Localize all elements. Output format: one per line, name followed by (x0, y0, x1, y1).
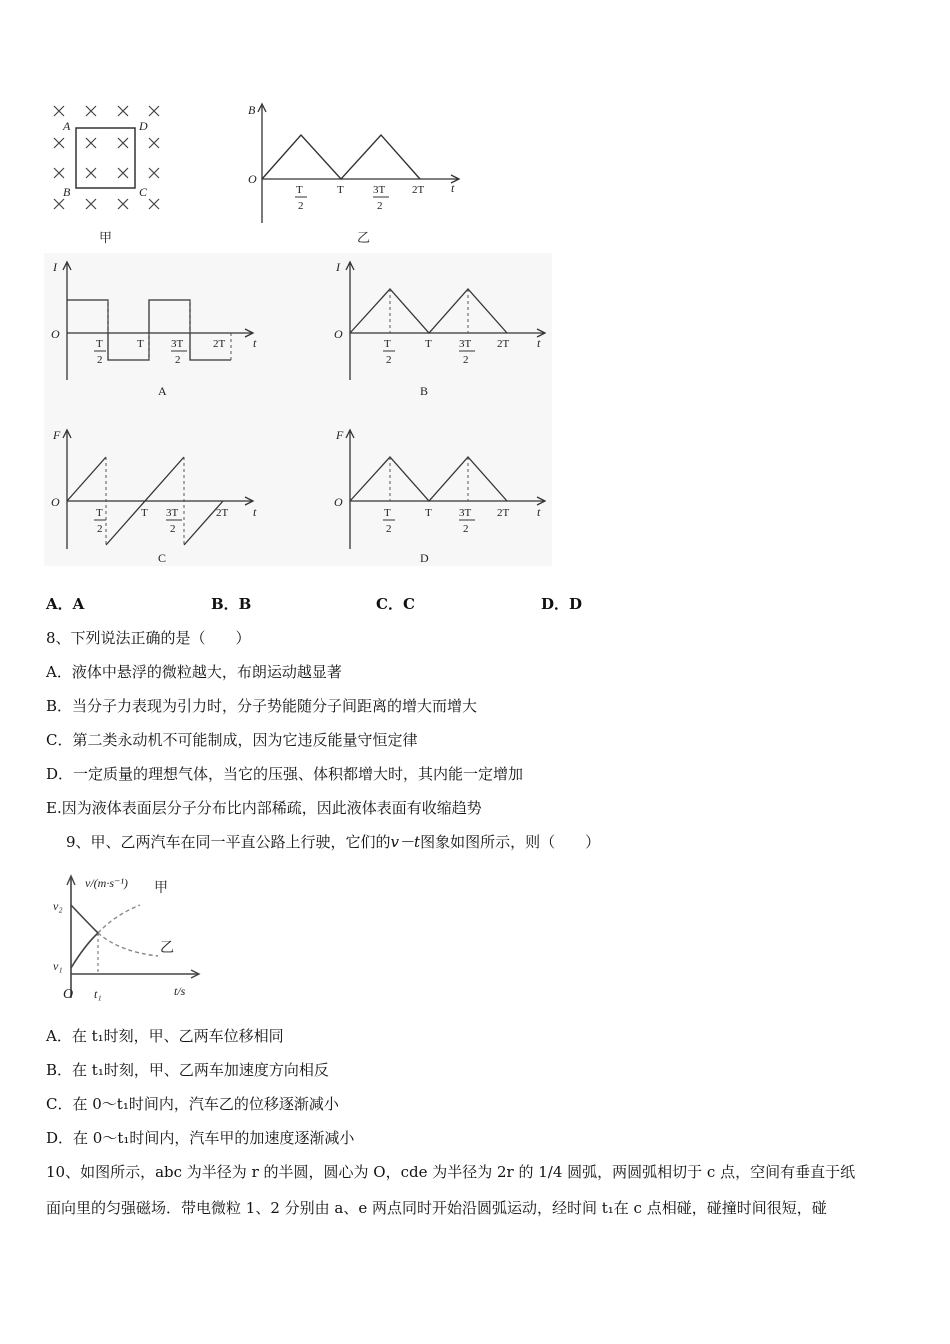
q7-options (46, 594, 646, 614)
svg-text:T: T (425, 338, 432, 350)
graph-panel (44, 253, 554, 568)
svg-text:2: 2 (463, 523, 469, 535)
tick-half-den: 2 (298, 200, 304, 212)
caption-c: C (158, 551, 167, 565)
svg-text:2: 2 (386, 354, 392, 366)
q8-option-d[interactable]: D．一定质量的理想气体，当它的压强、体积都增大时，其内能一定增加 (46, 765, 524, 783)
q8-option-a[interactable]: A．液体中悬浮的微粒越大，布朗运动越显著 (46, 663, 342, 681)
svg-text:3T: 3T (171, 338, 184, 350)
tick-3half-num: 3T (373, 184, 386, 196)
svg-text:T: T (96, 507, 103, 519)
caption-jia: 甲 (99, 230, 113, 245)
vt-v2: v₂ (53, 899, 63, 913)
vt-t1: t₁ (94, 987, 102, 1001)
svg-text:F: F (53, 428, 61, 442)
svg-text:2: 2 (386, 523, 392, 535)
figure-jia (46, 98, 166, 248)
b-triangle-wave (262, 135, 420, 179)
svg-text:O: O (51, 327, 60, 341)
vt-origin: O (63, 987, 74, 1002)
vt-x-axis: t/s (174, 984, 186, 998)
q9-option-d[interactable]: D．在 0～t₁时间内，汽车甲的加速度逐渐减小 (46, 1129, 355, 1147)
caption-a: A (158, 384, 167, 398)
q8-option-c[interactable]: C．第二类永动机不可能制成，因为它违反能量守恒定律 (46, 731, 418, 749)
svg-text:O: O (334, 327, 343, 341)
svg-text:2T: 2T (497, 338, 510, 350)
svg-text:2: 2 (175, 354, 181, 366)
q9-option-c[interactable]: C．在 0～t₁时间内，汽车乙的位移逐渐减小 (46, 1095, 339, 1113)
svg-text:t: t (253, 505, 257, 519)
svg-text:3T: 3T (459, 507, 472, 519)
q7-option-d[interactable]: D．D (541, 595, 583, 613)
q8-option-b[interactable]: B．当分子力表现为引力时，分子势能随分子间距离的增大而增大 (46, 697, 478, 715)
q9-option-b[interactable]: B．在 t₁时刻，甲、乙两车加速度方向相反 (46, 1061, 329, 1079)
svg-text:t: t (537, 505, 541, 519)
svg-text:2T: 2T (216, 507, 229, 519)
square-loop (76, 128, 135, 188)
svg-text:T: T (425, 507, 432, 519)
corner-c: C (139, 185, 148, 199)
svg-text:O: O (51, 495, 60, 509)
tick-t: T (337, 184, 344, 196)
svg-text:T: T (137, 338, 144, 350)
axis-t: t (451, 181, 455, 195)
svg-text:3T: 3T (166, 507, 179, 519)
q8-option-e[interactable]: E.因为液体表面层分子分布比内部稀疏，因此液体表面有收缩趋势 (46, 799, 482, 817)
svg-text:t: t (537, 336, 541, 350)
corner-a: A (63, 119, 71, 133)
svg-text:2: 2 (97, 354, 103, 366)
vt-y-axis: v/(m·s⁻¹) (85, 876, 128, 890)
q9-stem: 9、甲、乙两汽车在同一平直公路上行驶，它们的v－t图象如图所示，则（ ） (66, 833, 601, 851)
tick-2t: 2T (412, 184, 425, 196)
curve-jia (71, 933, 98, 968)
figure-vt (50, 870, 210, 1010)
origin-o: O (248, 172, 257, 186)
svg-text:T: T (96, 338, 103, 350)
svg-text:I: I (53, 260, 57, 274)
vt-label-yi: 乙 (160, 941, 174, 956)
caption-d: D (420, 551, 429, 565)
svg-text:I: I (336, 260, 340, 274)
vt-label-jia: 甲 (154, 881, 168, 896)
svg-text:T: T (384, 507, 391, 519)
svg-text:T: T (384, 338, 391, 350)
q7-option-c[interactable]: C．C (376, 595, 415, 613)
curve-yi-dashed (98, 933, 158, 956)
svg-text:T: T (141, 507, 148, 519)
corner-d: D (139, 119, 148, 133)
svg-text:2: 2 (463, 354, 469, 366)
svg-text:2: 2 (97, 523, 103, 535)
caption-yi: 乙 (357, 230, 371, 245)
svg-text:3T: 3T (459, 338, 472, 350)
q10-line-1: 10、如图所示，abc 为半径为 r 的半圆，圆心为 O，cde 为半径为 2r 的 1/4 圆弧，两圆弧相切于 c 点，空间有垂直于纸 (46, 1163, 856, 1181)
corner-b: B (63, 185, 71, 199)
curve-yi (71, 905, 98, 933)
svg-text:t: t (253, 336, 257, 350)
q9-option-a[interactable]: A．在 t₁时刻，甲、乙两车位移相同 (46, 1027, 284, 1045)
figure-yi (244, 98, 469, 248)
svg-text:O: O (334, 495, 343, 509)
curve-jia-dashed (98, 905, 140, 933)
svg-text:2T: 2T (497, 507, 510, 519)
svg-text:2: 2 (170, 523, 176, 535)
q7-option-a[interactable]: A．A (46, 595, 85, 613)
tick-3half-den: 2 (377, 200, 383, 212)
vt-v1: v₁ (53, 959, 63, 973)
tick-half-num: T (296, 184, 303, 196)
q9-stem-var: v－t (390, 833, 421, 851)
q7-option-b[interactable]: B．B (211, 595, 252, 613)
q10-line-2: 面向里的匀强磁场．带电微粒 1、2 分别由 a、e 两点同时开始沿圆弧运动，经时间 t₁在 c 点相碰，碰撞时间很短，碰 (46, 1199, 827, 1217)
q8-stem: 8、下列说法正确的是（ ） (46, 629, 251, 647)
axis-b: B (248, 103, 256, 117)
svg-text:2T: 2T (213, 338, 226, 350)
svg-text:F: F (336, 428, 344, 442)
caption-b: B (420, 384, 429, 398)
